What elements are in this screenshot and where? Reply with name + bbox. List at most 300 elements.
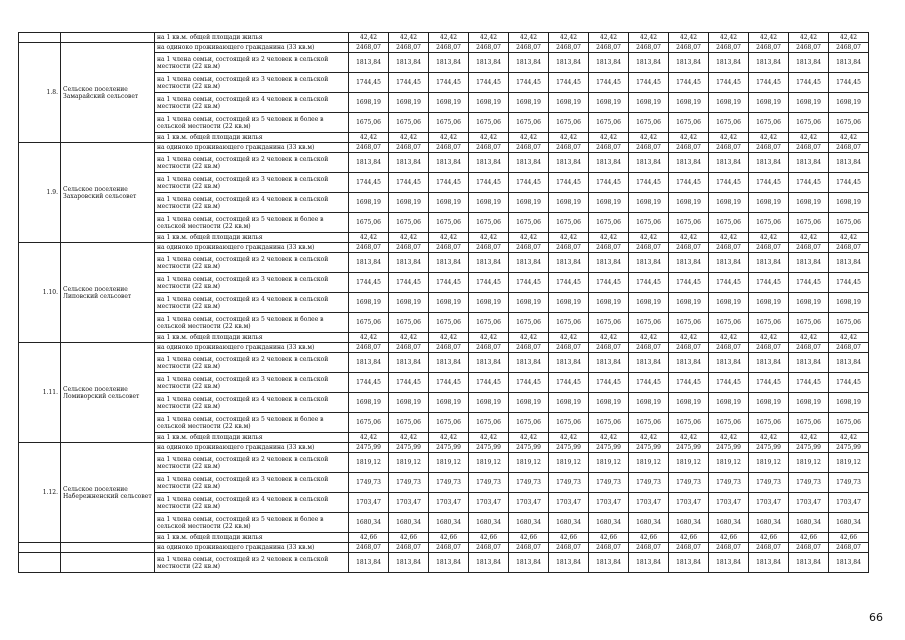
index-cell (19, 33, 61, 43)
value-cell: 42,42 (549, 233, 589, 243)
value-cell: 42,66 (749, 533, 789, 543)
value-cell: 1744,45 (789, 373, 829, 393)
value-cell: 1675,06 (509, 313, 549, 333)
value-cell: 1675,06 (469, 413, 509, 433)
value-cell: 1680,34 (709, 513, 749, 533)
value-cell: 1698,19 (389, 393, 429, 413)
category-cell: на 1 члена семьи, состоящей из 5 человек и более в сельской местности (22 кв.м) (155, 313, 349, 333)
value-cell: 1813,84 (669, 153, 709, 173)
value-cell: 2468,07 (509, 143, 549, 153)
value-cell: 1744,45 (469, 273, 509, 293)
value-cell: 2468,07 (389, 143, 429, 153)
value-cell: 2475,99 (669, 443, 709, 453)
row-index: 1.10. (19, 243, 61, 343)
category-cell: на одиноко проживающего гражданина (33 кв.м) (155, 143, 349, 153)
value-cell: 42,42 (749, 133, 789, 143)
value-cell: 42,42 (429, 333, 469, 343)
value-cell: 1680,34 (509, 513, 549, 533)
value-cell: 1749,73 (349, 473, 389, 493)
value-cell: 2475,99 (629, 443, 669, 453)
value-cell: 1813,84 (509, 153, 549, 173)
value-cell: 1749,73 (429, 473, 469, 493)
value-cell: 42,42 (709, 333, 749, 343)
value-cell: 1698,19 (389, 193, 429, 213)
value-cell: 1698,19 (709, 193, 749, 213)
value-cell: 42,42 (389, 33, 429, 43)
value-cell: 1744,45 (349, 273, 389, 293)
settlement-name: Сельское поселение Набережненский сельсовет (61, 443, 155, 543)
value-cell: 2468,07 (669, 243, 709, 253)
value-cell: 42,66 (669, 533, 709, 543)
value-cell: 1749,73 (789, 473, 829, 493)
value-cell: 42,42 (509, 233, 549, 243)
value-cell: 1813,84 (709, 53, 749, 73)
value-cell: 1675,06 (509, 213, 549, 233)
value-cell: 1698,19 (469, 93, 509, 113)
value-cell: 1744,45 (549, 273, 589, 293)
value-cell: 1744,45 (509, 373, 549, 393)
value-cell: 1813,84 (429, 153, 469, 173)
value-cell: 1675,06 (709, 313, 749, 333)
value-cell: 1813,84 (629, 153, 669, 173)
value-cell: 42,42 (389, 333, 429, 343)
value-cell: 1819,12 (469, 453, 509, 473)
value-cell: 1744,45 (749, 373, 789, 393)
value-cell: 1819,12 (709, 453, 749, 473)
table-row (19, 443, 869, 453)
value-cell: 1819,12 (829, 453, 869, 473)
value-cell: 1675,06 (749, 313, 789, 333)
value-cell: 1698,19 (709, 393, 749, 413)
value-cell: 1819,12 (349, 453, 389, 473)
value-cell: 1749,73 (709, 473, 749, 493)
value-cell: 1813,84 (429, 53, 469, 73)
value-cell: 2468,07 (429, 343, 469, 353)
value-cell: 2468,07 (429, 243, 469, 253)
value-cell: 1813,84 (389, 553, 429, 573)
value-cell: 1744,45 (749, 273, 789, 293)
value-cell: 1813,84 (389, 153, 429, 173)
value-cell: 1698,19 (749, 293, 789, 313)
value-cell: 42,42 (589, 333, 629, 343)
category-cell: на 1 члена семьи, состоящей из 2 человек в сельской местности (22 кв.м) (155, 53, 349, 73)
value-cell: 1819,12 (509, 453, 549, 473)
value-cell: 1744,45 (429, 273, 469, 293)
value-cell: 42,42 (469, 33, 509, 43)
value-cell: 1744,45 (389, 273, 429, 293)
value-cell: 1680,34 (749, 513, 789, 533)
value-cell: 1698,19 (589, 93, 629, 113)
value-cell: 2468,07 (549, 543, 589, 553)
value-cell: 1698,19 (429, 393, 469, 413)
value-cell: 42,42 (629, 333, 669, 343)
table-row (19, 43, 869, 53)
value-cell: 2468,07 (669, 143, 709, 153)
value-cell: 1698,19 (549, 93, 589, 113)
value-cell: 1813,84 (589, 153, 629, 173)
category-cell: на одиноко проживающего гражданина (33 кв.м) (155, 543, 349, 553)
table-row (19, 343, 869, 353)
value-cell: 2475,99 (349, 443, 389, 453)
value-cell: 1698,19 (709, 93, 749, 113)
value-cell: 1675,06 (509, 413, 549, 433)
value-cell: 1703,47 (629, 493, 669, 513)
value-cell: 1698,19 (549, 193, 589, 213)
value-cell: 1698,19 (709, 293, 749, 313)
table-row (19, 243, 869, 253)
value-cell: 42,42 (589, 133, 629, 143)
category-cell: на 1 члена семьи, состоящей из 3 человек в сельской местности (22 кв.м) (155, 473, 349, 493)
category-cell: на 1 кв.м. общей площади жилья (155, 133, 349, 143)
value-cell: 1813,84 (349, 353, 389, 373)
value-cell: 1744,45 (469, 73, 509, 93)
value-cell: 1680,34 (549, 513, 589, 533)
row-index: 1.12. (19, 443, 61, 543)
value-cell: 1813,84 (789, 153, 829, 173)
value-cell: 2468,07 (389, 243, 429, 253)
value-cell: 1744,45 (749, 173, 789, 193)
value-cell: 1703,47 (389, 493, 429, 513)
value-cell: 1703,47 (349, 493, 389, 513)
value-cell: 42,42 (389, 133, 429, 143)
value-cell: 1675,06 (589, 113, 629, 133)
value-cell: 1744,45 (709, 373, 749, 393)
value-cell: 1698,19 (669, 293, 709, 313)
value-cell: 1813,84 (749, 353, 789, 373)
value-cell: 1675,06 (789, 313, 829, 333)
value-cell: 1749,73 (669, 473, 709, 493)
value-cell: 2468,07 (829, 143, 869, 153)
value-cell: 42,42 (629, 33, 669, 43)
value-cell: 1698,19 (349, 93, 389, 113)
value-cell: 1675,06 (669, 113, 709, 133)
value-cell: 42,42 (549, 33, 589, 43)
value-cell: 1675,06 (589, 413, 629, 433)
value-cell: 42,42 (349, 33, 389, 43)
value-cell: 42,42 (709, 33, 749, 43)
value-cell: 1744,45 (709, 173, 749, 193)
value-cell: 2468,07 (789, 243, 829, 253)
value-cell: 2468,07 (709, 243, 749, 253)
value-cell: 1813,84 (549, 553, 589, 573)
value-cell: 1675,06 (349, 213, 389, 233)
category-cell: на 1 члена семьи, состоящей из 4 человек в сельской местности (22 кв.м) (155, 93, 349, 113)
value-cell: 42,42 (549, 333, 589, 343)
value-cell: 42,66 (509, 533, 549, 543)
value-cell: 1698,19 (749, 93, 789, 113)
value-cell: 1744,45 (669, 273, 709, 293)
value-cell: 1698,19 (789, 393, 829, 413)
value-cell: 42,42 (469, 133, 509, 143)
value-cell: 1675,06 (669, 413, 709, 433)
value-cell: 1813,84 (709, 153, 749, 173)
value-cell: 42,42 (469, 333, 509, 343)
value-cell: 2468,07 (789, 543, 829, 553)
value-cell: 1675,06 (829, 113, 869, 133)
value-cell: 1813,84 (749, 153, 789, 173)
value-cell: 2468,07 (389, 43, 429, 53)
value-cell: 1813,84 (629, 353, 669, 373)
value-cell: 1680,34 (349, 513, 389, 533)
value-cell: 1675,06 (429, 413, 469, 433)
value-cell: 2468,07 (789, 143, 829, 153)
value-cell: 42,42 (509, 133, 549, 143)
value-cell: 1675,06 (749, 213, 789, 233)
value-cell: 1698,19 (749, 393, 789, 413)
value-cell: 1698,19 (629, 93, 669, 113)
value-cell: 1675,06 (469, 113, 509, 133)
value-cell: 1819,12 (789, 453, 829, 473)
tariff-table (18, 32, 869, 573)
value-cell: 1698,19 (549, 393, 589, 413)
value-cell: 2468,07 (429, 43, 469, 53)
value-cell: 42,42 (789, 33, 829, 43)
value-cell: 2468,07 (389, 543, 429, 553)
value-cell: 2468,07 (549, 243, 589, 253)
value-cell: 1675,06 (349, 113, 389, 133)
settlement-name: Сельское поселение Липовский сельсовет (61, 243, 155, 343)
value-cell: 1813,84 (429, 253, 469, 273)
value-cell: 2468,07 (829, 343, 869, 353)
value-cell: 1675,06 (469, 213, 509, 233)
value-cell: 1698,19 (829, 293, 869, 313)
value-cell: 1744,45 (669, 173, 709, 193)
value-cell: 1813,84 (789, 553, 829, 573)
value-cell: 1744,45 (509, 273, 549, 293)
settlement-cell (61, 543, 155, 553)
value-cell: 2468,07 (749, 43, 789, 53)
value-cell: 42,66 (389, 533, 429, 543)
value-cell: 1675,06 (829, 413, 869, 433)
value-cell: 1703,47 (509, 493, 549, 513)
category-cell: на 1 члена семьи, состоящей из 5 человек и более в сельской местности (22 кв.м) (155, 213, 349, 233)
value-cell: 42,42 (829, 133, 869, 143)
value-cell: 1680,34 (669, 513, 709, 533)
value-cell: 42,42 (789, 133, 829, 143)
value-cell: 1749,73 (509, 473, 549, 493)
value-cell: 1698,19 (669, 393, 709, 413)
value-cell: 2468,07 (549, 343, 589, 353)
value-cell: 42,42 (829, 333, 869, 343)
value-cell: 1819,12 (389, 453, 429, 473)
value-cell: 42,42 (829, 433, 869, 443)
value-cell: 1675,06 (389, 313, 429, 333)
value-cell: 2468,07 (549, 143, 589, 153)
value-cell: 1698,19 (589, 393, 629, 413)
value-cell: 1744,45 (629, 373, 669, 393)
category-cell: на 1 кв.м. общей площади жилья (155, 433, 349, 443)
value-cell: 2475,99 (469, 443, 509, 453)
value-cell: 1675,06 (789, 213, 829, 233)
value-cell: 1675,06 (829, 313, 869, 333)
value-cell: 1744,45 (429, 373, 469, 393)
value-cell: 1744,45 (469, 173, 509, 193)
index-cell (19, 543, 61, 553)
value-cell: 1680,34 (789, 513, 829, 533)
row-index: 1.9. (19, 143, 61, 243)
value-cell: 42,42 (749, 333, 789, 343)
value-cell: 1819,12 (429, 453, 469, 473)
value-cell: 2468,07 (749, 243, 789, 253)
value-cell: 1698,19 (389, 93, 429, 113)
value-cell: 1675,06 (789, 113, 829, 133)
value-cell: 1819,12 (629, 453, 669, 473)
value-cell: 2468,07 (469, 143, 509, 153)
value-cell: 2468,07 (829, 43, 869, 53)
table-row (19, 553, 869, 573)
value-cell: 2468,07 (629, 143, 669, 153)
value-cell: 1744,45 (589, 373, 629, 393)
value-cell: 1703,47 (709, 493, 749, 513)
value-cell: 1813,84 (709, 353, 749, 373)
value-cell: 2468,07 (829, 543, 869, 553)
value-cell: 2468,07 (509, 243, 549, 253)
value-cell: 1813,84 (669, 553, 709, 573)
table-row (19, 143, 869, 153)
value-cell: 1680,34 (429, 513, 469, 533)
value-cell: 2468,07 (509, 343, 549, 353)
value-cell: 1675,06 (389, 113, 429, 133)
value-cell: 42,42 (749, 233, 789, 243)
value-cell: 1698,19 (469, 193, 509, 213)
value-cell: 2468,07 (709, 43, 749, 53)
value-cell: 1813,84 (389, 53, 429, 73)
value-cell: 1813,84 (389, 353, 429, 373)
value-cell: 1680,34 (389, 513, 429, 533)
value-cell: 1675,06 (629, 113, 669, 133)
category-cell: на 1 члена семьи, состоящей из 3 человек в сельской местности (22 кв.м) (155, 73, 349, 93)
value-cell: 2468,07 (629, 243, 669, 253)
value-cell: 2468,07 (429, 543, 469, 553)
category-cell: на 1 члена семьи, состоящей из 2 человек в сельской местности (22 кв.м) (155, 553, 349, 573)
value-cell: 1698,19 (629, 293, 669, 313)
value-cell: 42,42 (789, 433, 829, 443)
value-cell: 1813,84 (549, 253, 589, 273)
value-cell: 1813,84 (789, 353, 829, 373)
value-cell: 1744,45 (629, 173, 669, 193)
value-cell: 1698,19 (789, 193, 829, 213)
settlement-name: Сельское поселение Ломиворский сельсовет (61, 343, 155, 443)
value-cell: 1813,84 (469, 353, 509, 373)
value-cell: 1675,06 (669, 213, 709, 233)
value-cell: 42,42 (669, 233, 709, 243)
value-cell: 2468,07 (789, 43, 829, 53)
value-cell: 2475,99 (749, 443, 789, 453)
value-cell: 1813,84 (469, 153, 509, 173)
value-cell: 42,42 (829, 233, 869, 243)
value-cell: 1698,19 (509, 193, 549, 213)
value-cell: 42,42 (429, 433, 469, 443)
category-cell: на 1 члена семьи, состоящей из 4 человек в сельской местности (22 кв.м) (155, 293, 349, 313)
value-cell: 1744,45 (389, 73, 429, 93)
value-cell: 42,42 (389, 433, 429, 443)
value-cell: 1744,45 (629, 273, 669, 293)
value-cell: 42,42 (629, 233, 669, 243)
value-cell: 1675,06 (669, 313, 709, 333)
value-cell: 1813,84 (349, 153, 389, 173)
value-cell: 1698,19 (589, 193, 629, 213)
value-cell: 1675,06 (629, 413, 669, 433)
value-cell: 42,42 (669, 433, 709, 443)
value-cell: 2468,07 (349, 343, 389, 353)
value-cell: 2468,07 (469, 343, 509, 353)
value-cell: 42,42 (509, 33, 549, 43)
category-cell: на 1 члена семьи, состоящей из 2 человек в сельской местности (22 кв.м) (155, 153, 349, 173)
value-cell: 1675,06 (789, 413, 829, 433)
value-cell: 42,42 (389, 233, 429, 243)
value-cell: 1819,12 (749, 453, 789, 473)
value-cell: 1744,45 (829, 73, 869, 93)
value-cell: 2468,07 (469, 243, 509, 253)
value-cell: 1813,84 (469, 53, 509, 73)
value-cell: 42,42 (589, 33, 629, 43)
value-cell: 1698,19 (789, 293, 829, 313)
category-cell: на 1 члена семьи, состоящей из 3 человек в сельской местности (22 кв.м) (155, 273, 349, 293)
value-cell: 1744,45 (349, 373, 389, 393)
value-cell: 1749,73 (549, 473, 589, 493)
value-cell: 1749,73 (629, 473, 669, 493)
category-cell: на 1 кв.м. общей площади жилья (155, 233, 349, 243)
value-cell: 1744,45 (349, 73, 389, 93)
value-cell: 1744,45 (549, 73, 589, 93)
page-number: 66 (869, 611, 883, 624)
value-cell: 2468,07 (469, 543, 509, 553)
value-cell: 1744,45 (629, 73, 669, 93)
value-cell: 1749,73 (829, 473, 869, 493)
value-cell: 1813,84 (829, 53, 869, 73)
value-cell: 42,42 (629, 433, 669, 443)
category-cell: на 1 члена семьи, состоящей из 5 человек и более в сельской местности (22 кв.м) (155, 413, 349, 433)
value-cell: 1703,47 (669, 493, 709, 513)
value-cell: 1813,84 (389, 253, 429, 273)
value-cell: 1813,84 (429, 553, 469, 573)
value-cell: 42,42 (349, 233, 389, 243)
category-cell: на одиноко проживающего гражданина (33 кв.м) (155, 43, 349, 53)
value-cell: 1744,45 (749, 73, 789, 93)
value-cell: 2468,07 (389, 343, 429, 353)
value-cell: 1749,73 (389, 473, 429, 493)
value-cell: 1675,06 (709, 213, 749, 233)
value-cell: 1698,19 (469, 393, 509, 413)
value-cell: 1744,45 (789, 73, 829, 93)
value-cell: 42,42 (589, 433, 629, 443)
value-cell: 1703,47 (469, 493, 509, 513)
value-cell: 1813,84 (549, 353, 589, 373)
value-cell: 1813,84 (829, 353, 869, 373)
value-cell: 2468,07 (749, 143, 789, 153)
value-cell: 1675,06 (629, 213, 669, 233)
category-cell: на 1 члена семьи, состоящей из 2 человек в сельской местности (22 кв.м) (155, 353, 349, 373)
value-cell: 42,66 (469, 533, 509, 543)
value-cell: 1675,06 (389, 413, 429, 433)
value-cell: 1744,45 (829, 173, 869, 193)
value-cell: 1675,06 (709, 413, 749, 433)
index-cell (19, 553, 61, 573)
value-cell: 1698,19 (629, 193, 669, 213)
category-cell: на 1 члена семьи, состоящей из 2 человек в сельской местности (22 кв.м) (155, 453, 349, 473)
value-cell: 42,66 (829, 533, 869, 543)
value-cell: 42,42 (629, 133, 669, 143)
value-cell: 42,66 (349, 533, 389, 543)
table-row (19, 33, 869, 43)
value-cell: 42,42 (429, 233, 469, 243)
value-cell: 2468,07 (669, 343, 709, 353)
value-cell: 1744,45 (509, 173, 549, 193)
value-cell: 42,42 (749, 33, 789, 43)
value-cell: 1813,84 (709, 253, 749, 273)
value-cell: 1744,45 (429, 73, 469, 93)
value-cell: 1813,84 (669, 53, 709, 73)
